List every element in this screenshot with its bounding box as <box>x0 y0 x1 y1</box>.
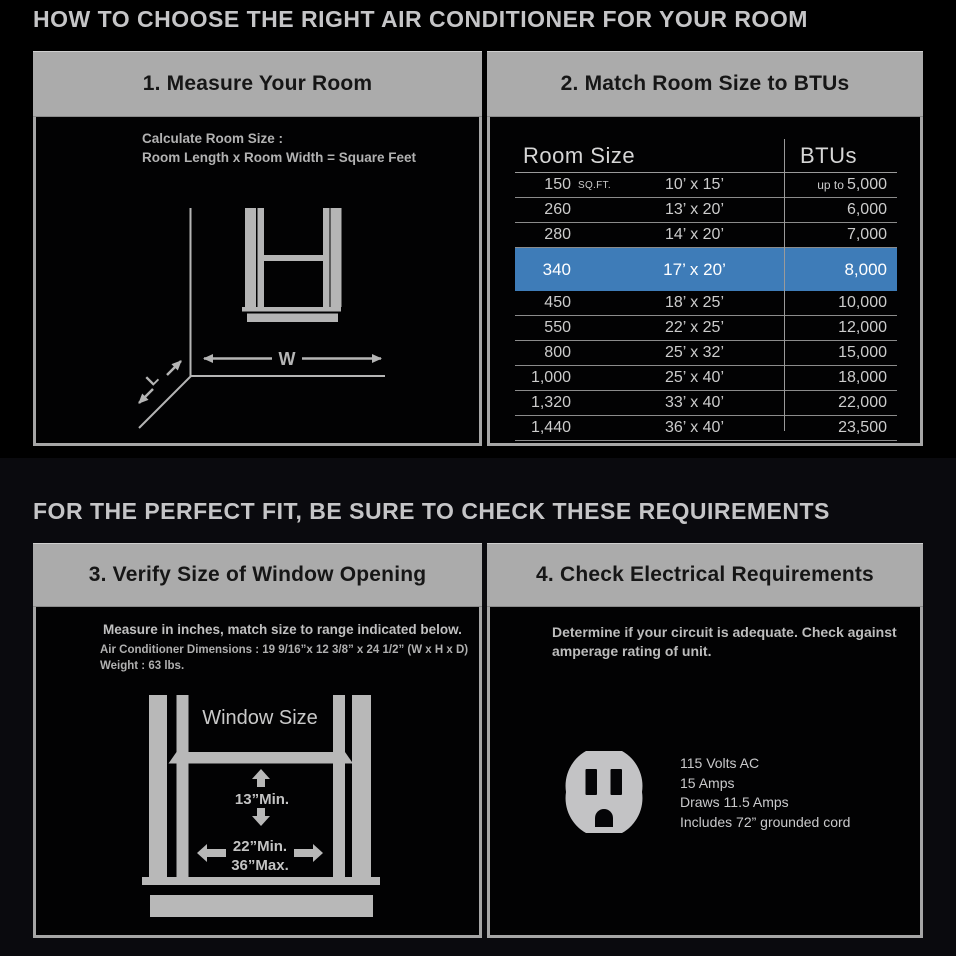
cell-square-feet: 260 <box>544 201 571 218</box>
btu-prefix: up to <box>817 178 844 192</box>
cell-room-dimensions: 36’ x 40’ <box>665 419 724 436</box>
btu-value: 23,500 <box>838 419 887 436</box>
section2-title: FOR THE PERFECT FIT, BE SURE TO CHECK THESE REQUIREMENTS <box>33 498 830 524</box>
btu-column-header: BTUs <box>800 142 857 168</box>
spec-draw: Draws 11.5 Amps <box>680 794 789 810</box>
cell-square-feet: 1,320 <box>530 394 571 411</box>
power-outlet-icon <box>565 750 643 839</box>
cell-square-feet: 550 <box>544 319 571 336</box>
btu-value: 22,000 <box>838 394 887 411</box>
length-label: L <box>143 370 163 390</box>
arrow-left-icon <box>197 844 226 862</box>
electrical-specs <box>680 754 850 832</box>
panel-window-opening <box>33 607 482 938</box>
cell-btu <box>784 294 897 312</box>
btu-value: 15,000 <box>838 344 887 361</box>
outlet-slot-left <box>586 769 598 795</box>
cell-square-feet: 1,440 <box>530 419 571 436</box>
calc-line2: Room Length x Room Width = Square Feet <box>142 150 417 165</box>
table-column-divider <box>784 139 785 431</box>
panel-header-label: 2. Match Room Size to BTUs <box>560 72 850 95</box>
window-size-diagram <box>36 607 479 935</box>
table-row <box>515 416 897 441</box>
panel-header-electrical <box>487 543 923 607</box>
panel-header-window-opening <box>33 543 482 607</box>
section1-title: HOW TO CHOOSE THE RIGHT AIR CONDITIONER FOR YOUR ROOM <box>33 6 808 32</box>
cell-room-dimensions: 33’ x 40’ <box>665 394 724 411</box>
btu-value: 5,000 <box>846 176 887 193</box>
table-row <box>515 248 897 291</box>
window-size-title: Window Size <box>202 707 318 729</box>
window-graphic <box>242 208 342 322</box>
window-frame-right-outer <box>352 695 371 877</box>
panel-electrical <box>487 607 923 938</box>
btu-value: 12,000 <box>838 319 887 336</box>
ac-weight-text: Weight : 63 lbs. <box>100 660 185 672</box>
btu-value: 6,000 <box>846 201 887 218</box>
table-row <box>515 316 897 341</box>
width-max-label: 36”Max. <box>231 857 289 874</box>
table-row <box>515 366 897 391</box>
circuit-instruction-text: Determine if your circuit is adequate. Check against amperage rating of unit. <box>552 624 897 659</box>
calc-line1: Calculate Room Size : <box>142 131 284 146</box>
cell-room-dimensions: 25’ x 32’ <box>665 344 724 361</box>
measure-instruction-text: Measure in inches, match size to range indicated below. <box>103 622 462 637</box>
room-size-column-header: Room Size <box>523 142 636 168</box>
window-sill-lower <box>150 895 373 917</box>
window-sill-upper <box>242 307 341 312</box>
table-row <box>515 173 897 198</box>
window-frame-left-inner <box>177 695 189 877</box>
table-body <box>515 173 897 441</box>
panel-header-label: 3. Verify Size of Window Opening <box>88 563 427 586</box>
table-row <box>515 341 897 366</box>
cell-square-feet: 340 <box>542 259 571 279</box>
panel-header-match-btus <box>487 51 923 117</box>
btu-value: 10,000 <box>838 294 887 311</box>
width-label: W <box>278 349 296 369</box>
cell-room-dimensions: 22’ x 25’ <box>665 319 724 336</box>
cell-room-dimensions: 18’ x 25’ <box>665 294 724 311</box>
cell-sqft-unit: SQ.FT. <box>578 179 611 191</box>
cell-square-feet: 1,000 <box>530 369 571 386</box>
cell-btu <box>784 260 897 280</box>
table-row <box>515 391 897 416</box>
window-sash-bar <box>258 255 330 261</box>
cell-room-dimensions: 25’ x 40’ <box>665 369 724 386</box>
cell-btu <box>784 226 897 244</box>
cell-square-feet: 800 <box>544 344 571 361</box>
cell-btu <box>784 201 897 219</box>
spec-cord: Includes 72” grounded cord <box>680 813 851 830</box>
window-frame-right-inner <box>333 695 345 877</box>
window-sash-bar <box>169 752 354 764</box>
cell-btu <box>784 369 897 387</box>
panel-header-measure-room <box>33 51 482 117</box>
height-min-label: 13”Min. <box>234 791 290 808</box>
cell-room-dimensions: 17’ x 20’ <box>663 259 726 279</box>
table-row <box>515 223 897 248</box>
cell-btu <box>784 419 897 437</box>
spec-amps: 15 Amps <box>680 774 735 791</box>
width-min-label: 22”Min. <box>232 838 288 855</box>
panel-btu-table <box>487 117 923 446</box>
btu-table <box>515 139 897 441</box>
floor-diagonal-line <box>139 376 191 428</box>
window-sill-lower <box>247 314 338 323</box>
btu-value: 18,000 <box>838 369 887 386</box>
cell-room-dimensions: 14’ x 20’ <box>665 226 724 243</box>
cell-room-dimensions: 13’ x 20’ <box>665 201 724 218</box>
arrow-up-icon <box>252 769 270 787</box>
cell-square-feet: 280 <box>544 226 571 243</box>
outlet-slot-right <box>611 769 623 795</box>
cell-square-feet: 150 <box>544 176 571 193</box>
arrow-right-icon <box>294 844 323 862</box>
cell-room-dimensions: 10’ x 15’ <box>665 176 724 193</box>
window-sill-upper <box>142 877 380 885</box>
window-frame-left-outer <box>245 208 256 307</box>
cell-btu <box>784 176 897 194</box>
cell-btu <box>784 344 897 362</box>
window-frame-right-outer <box>331 208 342 307</box>
cell-btu <box>784 319 897 337</box>
room-measurement-diagram <box>36 117 479 443</box>
table-header-row <box>515 139 897 173</box>
table-row <box>515 291 897 316</box>
spec-volts: 115 Volts AC <box>680 755 760 771</box>
btu-value: 8,000 <box>844 259 887 279</box>
panel-header-label: 1. Measure Your Room <box>142 72 373 95</box>
ac-dimensions-text: Air Conditioner Dimensions : 19 9/16”x 12 3/8” x 24 1/2” (W x H x D) <box>100 644 469 656</box>
btu-value: 7,000 <box>846 226 887 243</box>
panel-header-label: 4. Check Electrical Requirements <box>536 563 874 586</box>
cell-square-feet: 450 <box>544 294 571 311</box>
panel-measure-room <box>33 117 482 446</box>
outlet-ground-hole <box>595 809 613 827</box>
cell-btu <box>784 394 897 412</box>
table-row <box>515 198 897 223</box>
window-frame-left-outer <box>149 695 167 877</box>
arrow-down-icon <box>252 808 270 826</box>
